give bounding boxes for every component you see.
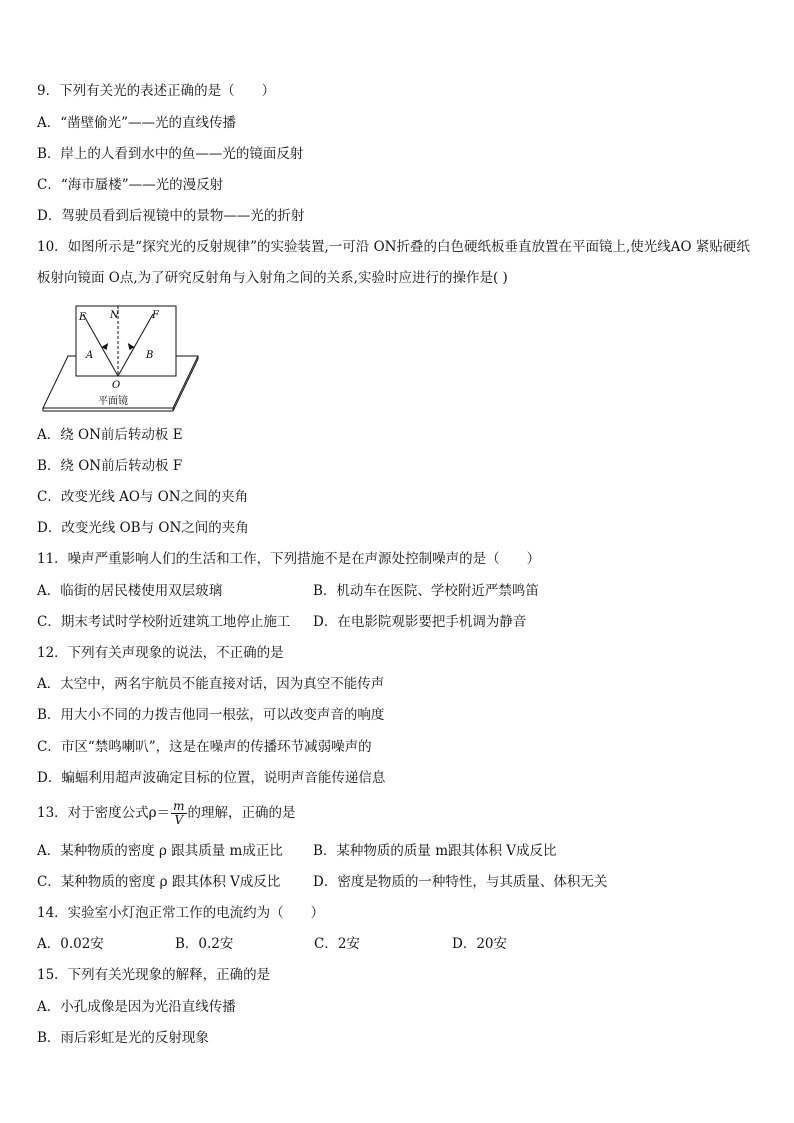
q12-option-a: A．太空中，两名宇航员不能直接对话，因为真空不能传声 [37,676,385,692]
q14-option-a: A．0.02安 [37,936,104,952]
q10-option-b: B．绕 ON前后转动板 F [37,458,183,474]
q14-option-b: B．0.2安 [175,936,234,952]
q9-option-b: B．岸上的人看到水中的鱼——光的镜面反射 [37,146,304,162]
reflection-experiment-figure [38,298,208,412]
q14-option-c: C．2安 [314,936,360,952]
q13-option-a: A．某种物质的密度 ρ 跟其质量 m成正比 [37,843,283,859]
label-n: N [110,310,119,321]
q10-option-a: A．绕 ON前后转动板 E [37,427,183,443]
q9-option-a: A．“凿壁偷光”——光的直线传播 [37,115,237,131]
q10-stem: 10．如图所示是“探究光的反射规律”的实验装置,一可沿 ON折叠的白色硬纸板垂直放置在平面镜上,使光线AO 紧贴硬纸板射向镜面 O点,为了研究反射角与入射角之间的关系,实验时应进行的操作是( ) [37,239,750,286]
q15-option-a: A．小孔成像是因为光沿直线传播 [37,999,236,1015]
q13-stem-pre: 13．对于密度公式ρ＝ [37,805,171,821]
q9-option-c: C．“海市蜃楼”——光的漫反射 [37,177,224,193]
q11-stem: 11．噪声严重影响人们的生活和工作，下列措施不是在声源处控制噪声的是（ ） [37,551,541,567]
q13-stem-post: 的理解，正确的是 [187,805,296,821]
q14-stem: 14．实验室小灯泡正常工作的电流约为（ ） [37,905,325,921]
q11-option-b: B．机动车在医院、学校附近严禁鸣笛 [313,583,539,599]
fraction-numerator: m [173,799,185,813]
q9-stem: 9．下列有关光的表述正确的是（ ） [37,83,276,99]
label-b: B [146,350,154,361]
label-a: A [86,350,94,361]
label-f: F [152,310,159,321]
density-fraction [171,800,186,827]
paperboard-shape [76,306,176,376]
q10-option-d: D．改变光线 OB与 ON之间的夹角 [37,520,249,536]
q10-option-c: C．改变光线 AO与 ON之间的夹角 [37,489,249,505]
q13-option-c: C．某种物质的密度 ρ 跟其体积 V成反比 [37,874,281,890]
fraction-denominator: V [174,813,184,827]
label-o: O [112,380,121,391]
q11-option-c: C．期末考试时学校附近建筑工地停止施工 [37,614,291,630]
q15-stem: 15．下列有关光现象的解释，正确的是 [37,967,271,983]
label-e: E [79,312,87,323]
q11-option-a: A．临街的居民楼使用双层玻璃 [37,583,223,599]
q9-option-d: D．驾驶员看到后视镜中的景物——光的折射 [37,208,305,224]
q11-option-d: D．在电影院观影要把手机调为静音 [313,614,527,630]
q13-option-b: B．某种物质的质量 m跟其体积 V成反比 [313,843,557,859]
q13-option-d: D．密度是物质的一种特性，与其质量、体积无关 [313,874,608,890]
q12-option-d: D．蝙蝠利用超声波确定目标的位置，说明声音能传递信息 [37,770,386,786]
q14-option-d: D．20安 [452,936,508,952]
q13-stem [37,798,296,828]
q12-option-b: B．用大小不同的力拨吉他同一根弦，可以改变声音的响度 [37,707,385,723]
label-mirror: 平面镜 [98,396,128,407]
q15-option-b: B．雨后彩虹是光的反射现象 [37,1030,209,1046]
q12-option-c: C．市区“禁鸣喇叭”，这是在噪声的传播环节减弱噪声的 [37,739,372,755]
q12-stem: 12．下列有关声现象的说法，不正确的是 [37,645,284,661]
